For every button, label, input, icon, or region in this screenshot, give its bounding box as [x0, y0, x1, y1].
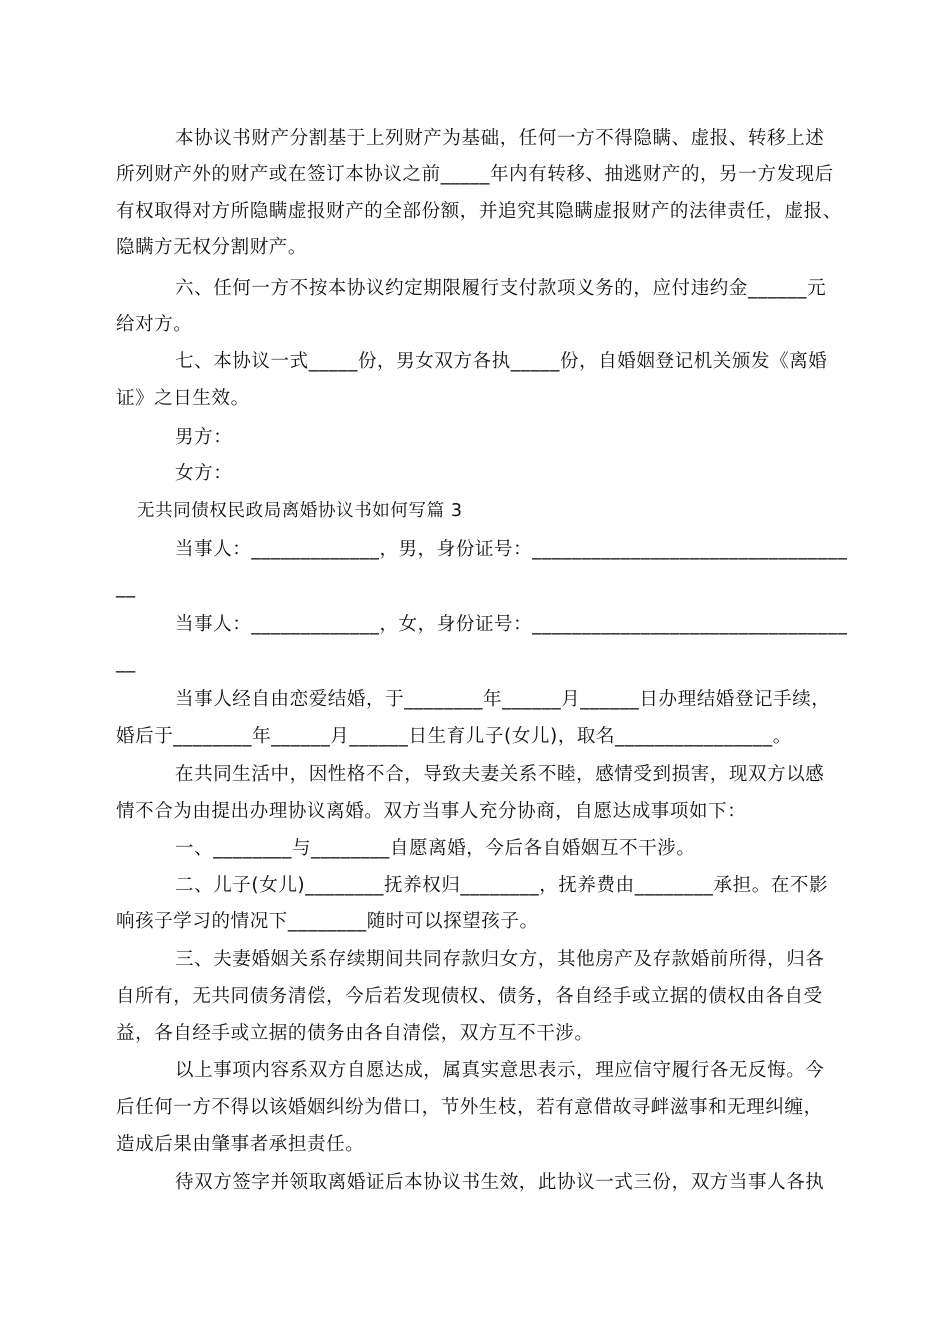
paragraph-line: 二、儿子(女儿)________抚养权归________，抚养费由________承担。在不影 — [175, 875, 829, 896]
party-line-continuation: __ — [116, 577, 136, 598]
party-line-continuation: __ — [116, 652, 136, 673]
signature-label-male: 男方： — [175, 427, 233, 448]
paragraph-line: 有权取得对方所隐瞒虚报财产的全部份额，并追究其隐瞒虚报财产的法律责任，虚报、 — [116, 201, 842, 222]
paragraph-line: 益，各自经手或立据的债务由各自清偿，双方互不干涉。 — [116, 1023, 594, 1044]
party-line: 当事人：_____________，男，身份证号：________________________________ — [175, 539, 848, 560]
paragraph-line: 七、本协议一式_____份，男女双方各执_____份，自婚姻登记机关颁发《离婚 — [175, 351, 828, 372]
paragraph-line: 后任何一方不得以该婚姻纠纷为借口，节外生枝，若有意借故寻衅滋事和无理纠缠， — [116, 1097, 823, 1118]
section-heading: 无共同债权民政局离婚协议书如何写篇 3 — [137, 501, 463, 521]
paragraph-line: 六、任何一方不按本协议约定期限履行支付款项义务的，应付违约金______元 — [175, 278, 827, 299]
paragraph-line: 隐瞒方无权分割财产。 — [116, 237, 308, 258]
paragraph-line: 证》之日生效。 — [116, 388, 250, 409]
paragraph-line: 当事人经自由恋爱结婚，于________年______月______日办理结婚登记手续， — [175, 689, 831, 710]
paragraph-line: 情不合为由提出办理协议离婚。双方当事人充分协商，自愿达成事项如下： — [116, 801, 747, 822]
paragraph-line: 给对方。 — [116, 314, 193, 335]
paragraph-line: 本协议书财产分割基于上列财产为基础，任何一方不得隐瞒、虚报、转移上述 — [175, 128, 825, 149]
paragraph-line: 造成后果由肇事者承担责任。 — [116, 1134, 365, 1155]
paragraph-line: 以上事项内容系双方自愿达成，属真实意思表示，理应信守履行各无反悔。今 — [175, 1060, 825, 1081]
paragraph-line: 三、夫妻婚姻关系存续期间共同存款归女方，其他房产及存款婚前所得，归各 — [175, 949, 825, 970]
party-line: 当事人：_____________，女，身份证号：________________________________ — [175, 614, 848, 635]
paragraph-line: 在共同生活中，因性格不合，导致夫妻关系不睦，感情受到损害，现双方以感 — [175, 764, 825, 785]
paragraph-line: 一、________与________自愿离婚，今后各自婚姻互不干涉。 — [175, 838, 696, 859]
paragraph-line: 待双方签字并领取离婚证后本协议书生效，此协议一式三份，双方当事人各执 — [175, 1172, 825, 1193]
paragraph-line: 所列财产外的财产或在签订本协议之前_____年内有转移、抽逃财产的，另一方发现后 — [116, 164, 834, 185]
paragraph-line: 自所有，无共同债务清偿，今后若发现债权、债务，各自经手或立据的债权由各自受 — [116, 986, 823, 1007]
paragraph-line: 响孩子学习的情况下________随时可以探望孩子。 — [116, 911, 539, 932]
signature-label-female: 女方： — [175, 463, 233, 484]
paragraph-line: 婚后于________年______月______日生育儿子(女儿)，取名________________。 — [116, 726, 792, 747]
